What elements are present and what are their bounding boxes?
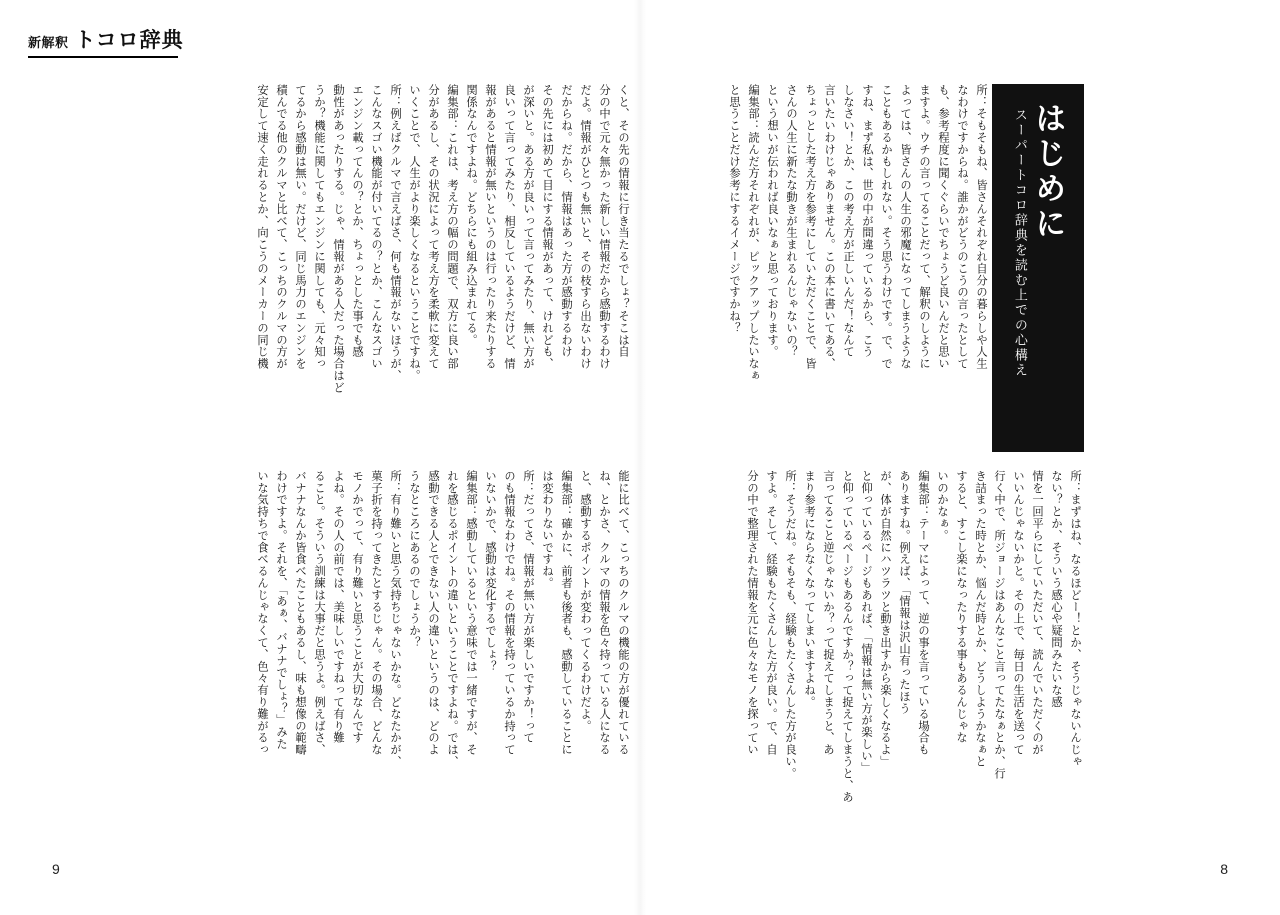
text-column: と、感動するポイントが変わってくるわけだよ。 <box>579 470 591 732</box>
text-column: 情を一回平らにしていただいて、読んでいただくのが <box>1031 470 1043 756</box>
text-column: エンジン載ってんの？とか、ちょっとした事でも感 <box>351 84 363 358</box>
text-column: ちょっとした考え方を参考にしていただくことで、皆 <box>804 84 816 370</box>
text-column: こともあるかもしれない。そう思うわけです。で、で <box>880 84 892 370</box>
text-column: ね、とかさ、クルマの情報を色々持っている人になる <box>598 470 610 756</box>
text-column: 所：そもそもね、皆さんそれぞれ自分の暮らしや人生 <box>975 84 987 370</box>
text-column: すね、まず私は、世の中が間違っているから、こう <box>861 84 873 358</box>
text-column: こんなスゴい機能が付いてるの？とか、こんなスゴい <box>370 84 382 370</box>
text-column: れを感じるポイントの違いということですよね。では、 <box>446 470 458 768</box>
text-column: 所：そうだね。そもそも、経験もたくさんした方が良い。 <box>784 470 796 780</box>
text-column: 報があると情報が無いというのは行ったり来たりする <box>484 84 496 370</box>
text-column: 分の中で元々無かった新しい情報だから感動するわけ <box>598 84 610 370</box>
text-column: すると、すこし楽になったりする事もあるんじゃな <box>955 470 967 744</box>
text-column: が深いと。ある方が良いって言ってみたり、無い方が <box>522 84 534 370</box>
text-column: と思うことだけ参考にするイメージですかね？ <box>728 84 740 334</box>
text-column: くと、その先の情報に行き当たるでしょ？そこは自 <box>617 84 629 358</box>
text-column: 編集部：確かに、前者も後者も、感動していることに <box>560 470 572 756</box>
text-column: いくことで、人生がより楽しくなるということですね。 <box>408 84 420 382</box>
right-page-upper-text <box>724 84 990 452</box>
text-column: わけですよ。それを、「あぁ、バナナでしょ？」みた <box>275 470 287 750</box>
text-column: 編集部：テーマによって、逆の事を言っている場合も <box>917 470 929 756</box>
text-column: 分の中で整理された情報を元に色々なモノを探ってい <box>746 470 758 756</box>
text-column: が、体が自然にハツラツと動き出すから楽しくなるよ」 <box>879 470 891 768</box>
running-head-prefix: 新解釈 <box>28 35 69 50</box>
text-column: 編集部：これは、考え方の幅の問題で、双方に良い部 <box>446 84 458 370</box>
running-head <box>28 24 184 54</box>
text-column: 菓子折を持ってきたとするじゃん。その場合、どんな <box>370 470 382 756</box>
text-column: 動性があったりする。じゃ、情報がある人だった場合はど <box>332 84 344 394</box>
text-column: いいんじゃないかと。その上で、毎日の生活を送って <box>1012 470 1024 756</box>
text-column: 編集部：読んだ方それぞれが、ピックアップしたいなぁ <box>747 84 759 382</box>
text-column: 所：例えばクルマで言えばさ、何も情報がないほうが、 <box>389 84 401 382</box>
text-column: なわけですからね。誰かがどうのこうの言ったとして <box>956 84 968 370</box>
text-column: ない？とか、そういう感心や疑問みたいな感 <box>1050 470 1062 708</box>
text-column: 言ってること逆じゃないか？って捉えてしまうと、あ <box>822 470 834 756</box>
text-column: は変わりないですね。 <box>541 470 553 589</box>
right-page-lower-text <box>742 470 1084 822</box>
chapter-subtitle: スーパートコロ辞典を読む上での心構え <box>1012 108 1028 378</box>
text-column: のも情報なわけでね。その情報を持っているか持って <box>503 470 515 756</box>
left-page-lower-text <box>252 470 632 822</box>
text-column: と仰っているページもあるんですか？って捉えてしまうと、あ <box>841 470 853 804</box>
text-column: すよ。そして、経験もたくさんした方が良い。で、自 <box>765 470 777 756</box>
running-head-rule <box>28 56 178 58</box>
text-column: 言いたいわけじゃありません。この本に書いてある、 <box>823 84 835 370</box>
text-column: き詰まった時とか、悩んだ時とか、どうしようかなぁと <box>974 470 986 768</box>
text-column: 関係なんですよね。どちらにも組み込まれてる。 <box>465 84 477 346</box>
text-column: うか？機能に関してもエンジンに関しても、元々知っ <box>313 84 325 370</box>
text-column: バナナなんか皆食べたこともあるし、味も想像の範疇 <box>294 470 306 756</box>
text-column: 感動できる人とできない人の違いというのは、どのよ <box>427 470 439 756</box>
text-column: しなさい！とか、この考え方が正しいんだ！なんて <box>842 84 854 358</box>
text-column: よね。その人の前では、美味しいですねって有り難 <box>332 470 344 744</box>
text-column: 安定して速く走れるとか、向こうのメーカーの同じ機 <box>256 84 268 370</box>
text-column: ますよ。ウチの言ってることだって、解釈のしように <box>918 84 930 370</box>
text-column: 積んでる他のクルマと比べて、こっちのクルマの方が <box>275 84 287 370</box>
chapter-title-block <box>992 84 1084 452</box>
text-column: 所：有り難いと思う気持ちじゃないかな。どなたかが、 <box>389 470 401 768</box>
text-column: ること。そういう訓練は大事だと思うよ。例えばさ、 <box>313 470 325 756</box>
text-column: 能に比べて、こっちのクルマの機能の方が優れている <box>617 470 629 756</box>
text-column: さんの人生に新たな動きが生まれるんじゃないの？ <box>785 84 797 358</box>
text-column: まり参考にならなくなってしまいますよね。 <box>803 470 815 708</box>
text-column: モノかでって、有り難いと思うことが大切なんです <box>351 470 363 744</box>
text-column: 所：だってさ、情報が無い方が楽しいですか！って <box>522 470 534 744</box>
text-column: と仰っているページもあれば、「情報は無い方が楽しい」 <box>860 470 872 774</box>
text-column: 行く中で、所ジョージはあんなこと言ってたなぁとか、行 <box>993 470 1005 780</box>
text-column: よっては、皆さんの人生の邪魔になってしまうような <box>899 84 911 370</box>
text-column: てるから感動は無い。だけど、同じ馬力のエンジンを <box>294 84 306 370</box>
text-column: いないかで、感動は変化するでしょ？ <box>484 470 496 673</box>
text-column: だからね。だから、情報はあった方が感動するわけ <box>560 84 572 358</box>
folio-left: 9 <box>52 861 60 877</box>
text-column: だよ。情報がひとつも無いと、その枝すら出ないわけ <box>579 84 591 370</box>
text-column: うなところにあるのでしょうか？ <box>408 470 420 649</box>
chapter-title: はじめに <box>1030 102 1066 242</box>
text-column: 所：まずはね、なるほどー！とか、そうじゃないんじゃ <box>1069 470 1081 768</box>
text-column: 良いって言ってみたり、相反しているようだけど、情 <box>503 84 515 370</box>
text-column: も、参考程度に聞くぐらいでちょうど良いんだと思い <box>937 84 949 370</box>
text-column: その先には初めて目にする情報があって、けれども、 <box>541 84 553 370</box>
text-column: という想いが伝われば良いなぁと思っております。 <box>766 84 778 358</box>
running-head-title: トコロ辞典 <box>74 28 184 52</box>
text-column: いのかなぁ。 <box>936 470 948 542</box>
text-column: いな気持ちで食べるんじゃなくて、色々有り難がるっ <box>256 470 268 756</box>
left-page-upper-text <box>252 84 632 452</box>
text-column: 編集部：感動しているという意味では一緒ですが、そ <box>465 470 477 756</box>
page-gutter <box>634 0 646 915</box>
text-column: 分があるし、その状況によって考え方を柔軟に変えて <box>427 84 439 370</box>
folio-right: 8 <box>1220 861 1228 877</box>
text-column: ありますね。例えば、「情報は沢山有ったほう <box>898 470 910 715</box>
